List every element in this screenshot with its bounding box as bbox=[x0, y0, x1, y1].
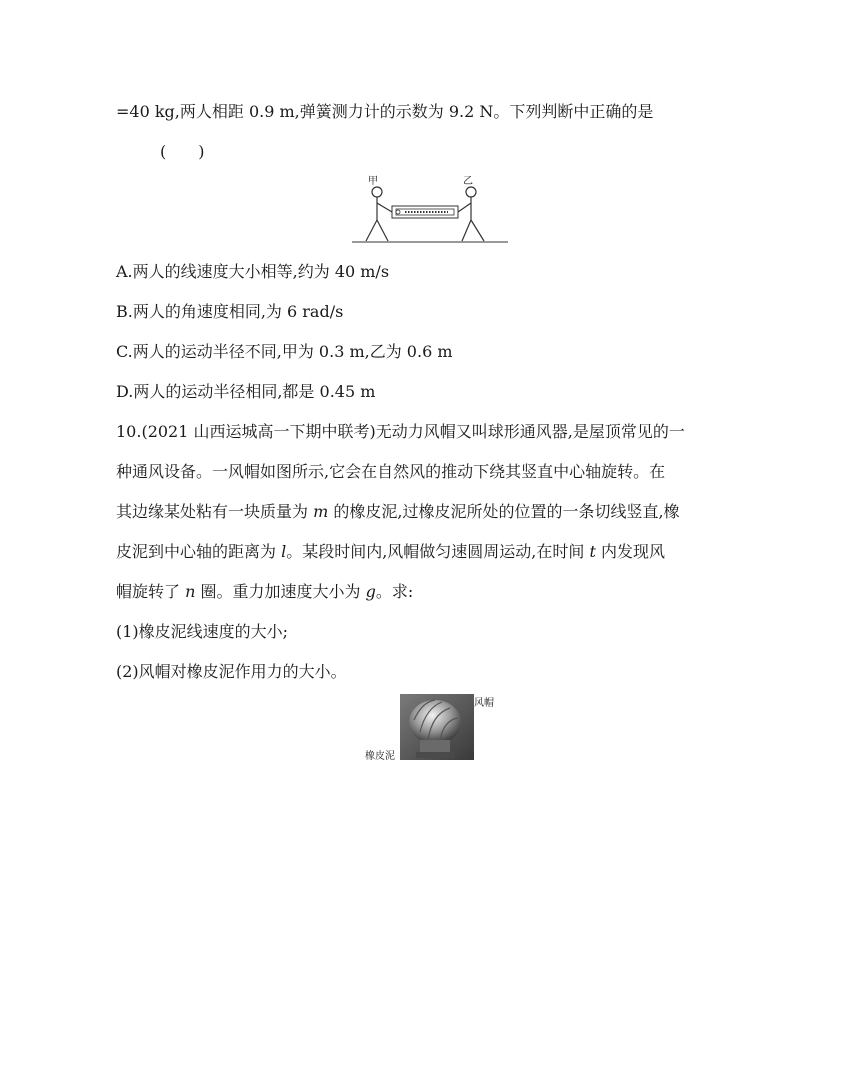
q10-stem-line-3 bbox=[116, 501, 680, 523]
label-yi: 乙 bbox=[463, 176, 473, 187]
q10-subquestion-2: (2)风帽对橡皮泥作用力的大小。 bbox=[116, 662, 347, 681]
text-segment: 的橡皮泥,过橡皮泥所处的位置的一条切线竖直,橡 bbox=[328, 502, 680, 521]
spring-scale-figure bbox=[350, 170, 510, 246]
text-segment: 帽旋转了 bbox=[116, 582, 186, 601]
option-b: B.两人的角速度相同,为 6 rad/s bbox=[116, 302, 344, 321]
answer-bracket: ( ) bbox=[160, 142, 205, 161]
text-segment: 内发现风 bbox=[595, 542, 666, 561]
q9-stem-line: =40 kg,两人相距 0.9 m,弹簧测力计的示数为 9.2 N。下列判断中正确的是 bbox=[116, 102, 654, 121]
option-c: C.两人的运动半径不同,甲为 0.3 m,乙为 0.6 m bbox=[116, 342, 453, 361]
var-t: t bbox=[589, 542, 596, 561]
text-segment: 。求: bbox=[375, 582, 414, 601]
label-wind-cap: 风帽 bbox=[474, 698, 494, 709]
text-segment: 。某段时间内,风帽做匀速圆周运动,在时间 bbox=[286, 542, 590, 561]
q10-stem-line-1: 10.(2021 山西运城高一下期中联考)无动力风帽又叫球形通风器,是屋顶常见的一 bbox=[116, 422, 685, 441]
q10-subquestion-1: (1)橡皮泥线速度的大小; bbox=[116, 622, 289, 641]
var-l: l bbox=[281, 542, 287, 561]
text-segment: 圈。重力加速度大小为 bbox=[195, 582, 366, 601]
option-d: D.两人的运动半径相同,都是 0.45 m bbox=[116, 382, 376, 401]
var-m: m bbox=[313, 502, 329, 521]
label-clay: 橡皮泥 bbox=[365, 751, 395, 762]
q10-stem-line-4 bbox=[116, 541, 665, 563]
label-jia: 甲 bbox=[368, 176, 378, 187]
var-n: n bbox=[185, 582, 196, 601]
wind-cap-figure bbox=[362, 692, 504, 762]
q10-stem-line-2: 种通风设备。一风帽如图所示,它会在自然风的推动下绕其竖直中心轴旋转。在 bbox=[116, 462, 666, 481]
text-segment: 其边缘某处粘有一块质量为 bbox=[116, 502, 314, 521]
text-segment: 皮泥到中心轴的距离为 bbox=[116, 542, 282, 561]
q10-stem-line-5 bbox=[116, 581, 413, 603]
var-g: g bbox=[365, 582, 376, 601]
option-a: A.两人的线速度大小相等,约为 40 m/s bbox=[116, 262, 390, 281]
